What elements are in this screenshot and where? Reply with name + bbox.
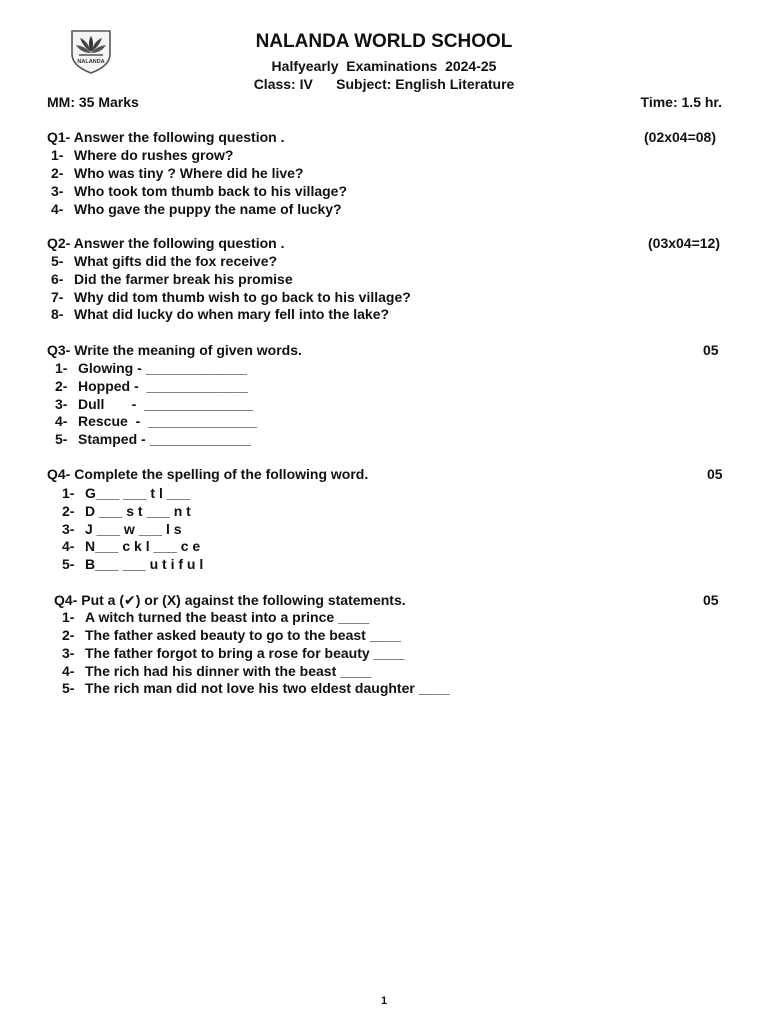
q4-statement-4-num: 4-	[62, 663, 75, 679]
q4-spelling-item-3-num: 3-	[62, 521, 75, 537]
max-marks: MM: 35 Marks	[47, 94, 139, 110]
q4-spelling-item-4-num: 4-	[62, 538, 75, 554]
q3-heading: Q3- Write the meaning of given words.	[47, 342, 302, 358]
q2-heading: Q2- Answer the following question .	[47, 235, 285, 251]
q2-item-6-text: Did the farmer break his promise	[74, 271, 293, 287]
q2-marks: (03x04=12)	[648, 235, 721, 251]
exam-time: Time: 1.5 hr.	[640, 94, 722, 110]
q3-item-2-num: 2-	[55, 378, 68, 394]
q1-item-3-num: 3-	[51, 183, 64, 199]
q4-spelling-marks: 05	[707, 466, 723, 482]
exam-title: Halfyearly Examinations 2024-25	[271, 58, 497, 74]
q3-marks: 05	[703, 342, 719, 358]
q1-item-4-num: 4-	[51, 201, 64, 217]
q2-item-8-text: What did lucky do when mary fell into the lake?	[74, 306, 390, 322]
q4-statement-5-num: 5-	[62, 680, 75, 696]
q4-spelling-heading: Q4- Complete the spelling of the following word.	[47, 466, 369, 482]
page-number: 1	[380, 995, 388, 1007]
q4-spelling-item-2-num: 2-	[62, 503, 75, 519]
q3-item-1-text: Glowing - _____________	[78, 360, 247, 376]
q3-item-1-num: 1-	[55, 360, 68, 376]
q4-spelling-item-5-text: B___ ___ u t i f u l	[85, 556, 204, 572]
q4-statement-2-text: The father asked beauty to go to the beast ____	[85, 627, 401, 643]
q3-item-3-text: Dull - ______________	[78, 396, 254, 412]
q2-item-8-num: 8-	[51, 306, 64, 322]
q1-item-1-text: Where do rushes grow?	[74, 147, 234, 163]
q4-statement-4-text: The rich had his dinner with the beast ____	[85, 663, 372, 679]
q4-spelling-item-4-text: N___ c k l ___ c e	[85, 538, 201, 554]
q3-item-5-num: 5-	[55, 431, 68, 447]
q4-statement-3-num: 3-	[62, 645, 75, 661]
q2-item-5-num: 5-	[51, 253, 64, 269]
q4-spelling-item-1-num: 1-	[62, 485, 75, 501]
q4-statements-heading: Q4- Put a (✔) or (X) against the following statements.	[54, 592, 406, 608]
q3-item-3-num: 3-	[55, 396, 68, 412]
svg-text:NALANDA: NALANDA	[77, 59, 105, 65]
class-subject: Class: IV Subject: English Literature	[253, 76, 515, 92]
q4-statement-5-text: The rich man did not love his two eldest daughter ____	[85, 680, 450, 696]
q4-spelling-item-5-num: 5-	[62, 556, 75, 572]
q4-statement-3-text: The father forgot to bring a rose for beauty ____	[85, 645, 405, 661]
q2-item-5-text: What gifts did the fox receive?	[74, 253, 278, 269]
q4-spelling-item-1-text: G___ ___ t l ___	[85, 485, 191, 501]
q3-item-4-text: Rescue - ______________	[78, 413, 258, 429]
q3-item-5-text: Stamped - _____________	[78, 431, 251, 447]
q4-spelling-item-2-text: D ___ s t ___ n t	[85, 503, 191, 519]
q2-item-7-num: 7-	[51, 289, 64, 305]
q1-item-1-num: 1-	[51, 147, 64, 163]
school-name: NALANDA WORLD SCHOOL	[255, 31, 513, 52]
q2-item-6-num: 6-	[51, 271, 64, 287]
q4-spelling-item-3-text: J ___ w ___ l s	[85, 521, 182, 537]
q1-item-4-text: Who gave the puppy the name of lucky?	[74, 201, 342, 217]
q1-item-2-text: Who was tiny ? Where did he live?	[74, 165, 304, 181]
q3-item-4-num: 4-	[55, 413, 68, 429]
q1-item-2-num: 2-	[51, 165, 64, 181]
q4-statement-2-num: 2-	[62, 627, 75, 643]
q4-statement-1-text: A witch turned the beast into a prince ____	[85, 609, 370, 625]
q1-item-3-text: Who took tom thumb back to his village?	[74, 183, 348, 199]
q1-heading: Q1- Answer the following question .	[47, 129, 285, 145]
q1-marks: (02x04=08)	[644, 129, 717, 145]
q4-statement-1-num: 1-	[62, 609, 75, 625]
q2-item-7-text: Why did tom thumb wish to go back to his village?	[74, 289, 411, 305]
q3-item-2-text: Hopped - _____________	[78, 378, 248, 394]
q4-statements-marks: 05	[703, 592, 719, 608]
